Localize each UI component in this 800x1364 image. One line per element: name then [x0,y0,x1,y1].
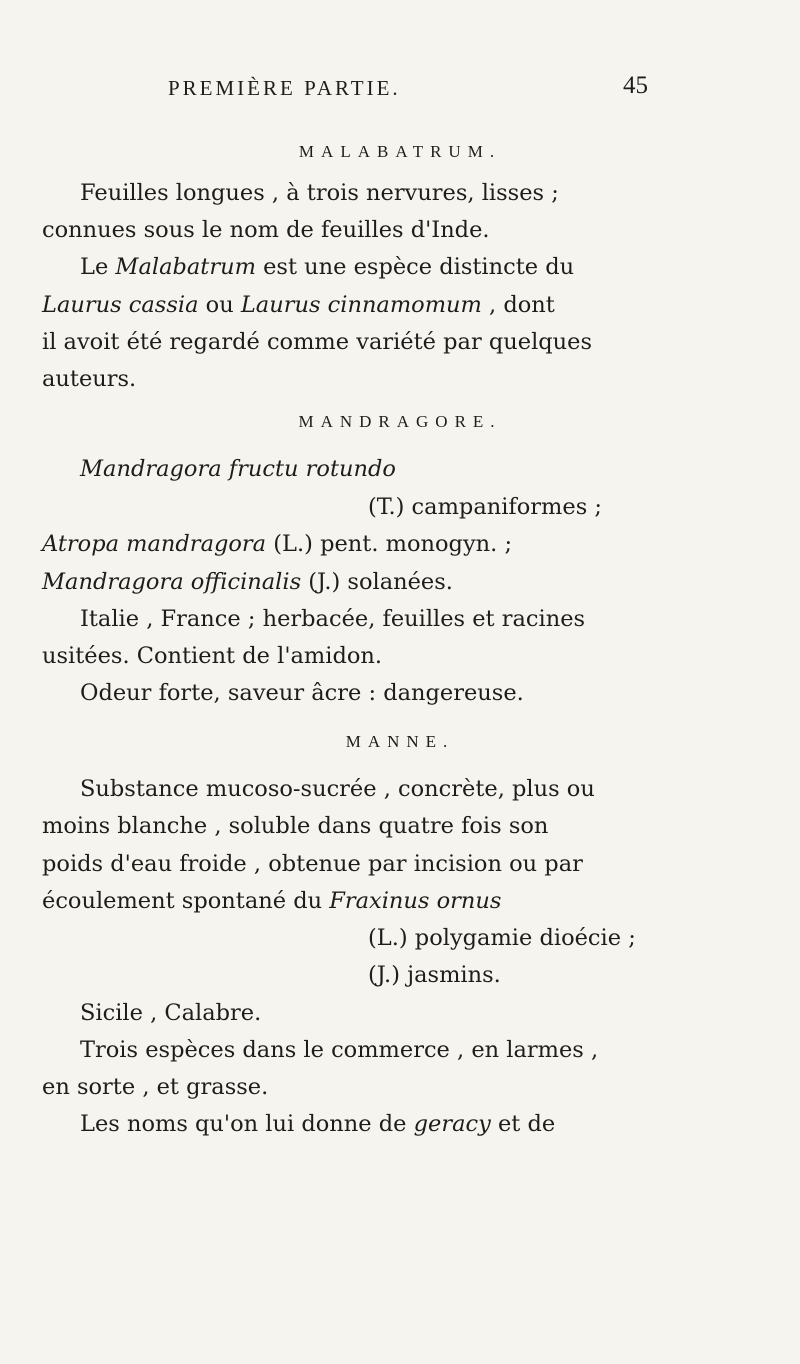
text-line: Trois espèces dans le commerce , en larmes , [80,1037,599,1063]
text-line: Sicile , Calabre. [80,1000,262,1026]
text-line [80,1111,555,1137]
text-line: (J.) jasmins. [368,962,501,988]
text-run: est une espèce distincte du [255,254,575,280]
italic-term: Atropa mandragora [42,531,267,557]
text-line: connues sous le nom de feuilles d'Inde. [42,217,490,243]
running-title: PREMIÈRE PARTIE. [168,76,401,100]
text-line: Odeur forte, saveur âcre : dangereuse. [80,680,524,706]
italic-term: Malabatrum [115,254,256,280]
text-line [42,531,512,557]
text-line: usitées. Contient de l'amidon. [42,643,383,669]
text-line: Substance mucoso-sucrée , concrète, plus ou [80,776,595,802]
section-title-mandragore: MANDRAGORE. [298,412,502,431]
italic-term: geracy [413,1111,491,1137]
text-line [42,292,555,318]
italic-term: Mandragora officinalis [42,569,302,595]
text-run: , dont [481,292,555,318]
text-line: Italie , France ; herbacée, feuilles et racines [80,606,586,632]
text-line: il avoit été regardé comme variété par quelques [42,329,593,355]
text-run: écoulement spontané du [42,888,330,914]
text-run: (L.) pent. monogyn. ; [266,531,513,557]
italic-term: Laurus cinnamomum [240,292,482,318]
text-line: (T.) campaniformes ; [368,494,602,520]
text-run: et de [490,1111,556,1137]
text-line: (L.) polygamie dioécie ; [368,925,636,951]
italic-term: Mandragora fructu rotundo [80,456,396,482]
text-line: Feuilles longues , à trois nervures, lisses ; [80,180,559,206]
section-title-manne: MANNE. [345,732,455,751]
text-line: poids d'eau froide , obtenue par incision ou par [42,851,583,877]
text-run: Les noms qu'on lui donne de [80,1111,414,1137]
text-line [42,888,501,914]
text-line [42,569,453,595]
text-run: ou [198,292,241,318]
section-title-malabatrum: MALABATRUM. [298,142,502,161]
page-number: 45 [623,72,648,99]
text-line [80,254,574,280]
italic-term: Fraxinus ornus [329,888,502,914]
text-line [80,456,396,482]
text-line: auteurs. [42,366,137,392]
text-run: Le [80,254,116,280]
italic-term: Laurus cassia [42,292,199,318]
text-line: moins blanche , soluble dans quatre fois son [42,813,549,839]
text-run: (J.) solanées. [301,569,453,595]
text-line: en sorte , et grasse. [42,1074,269,1100]
